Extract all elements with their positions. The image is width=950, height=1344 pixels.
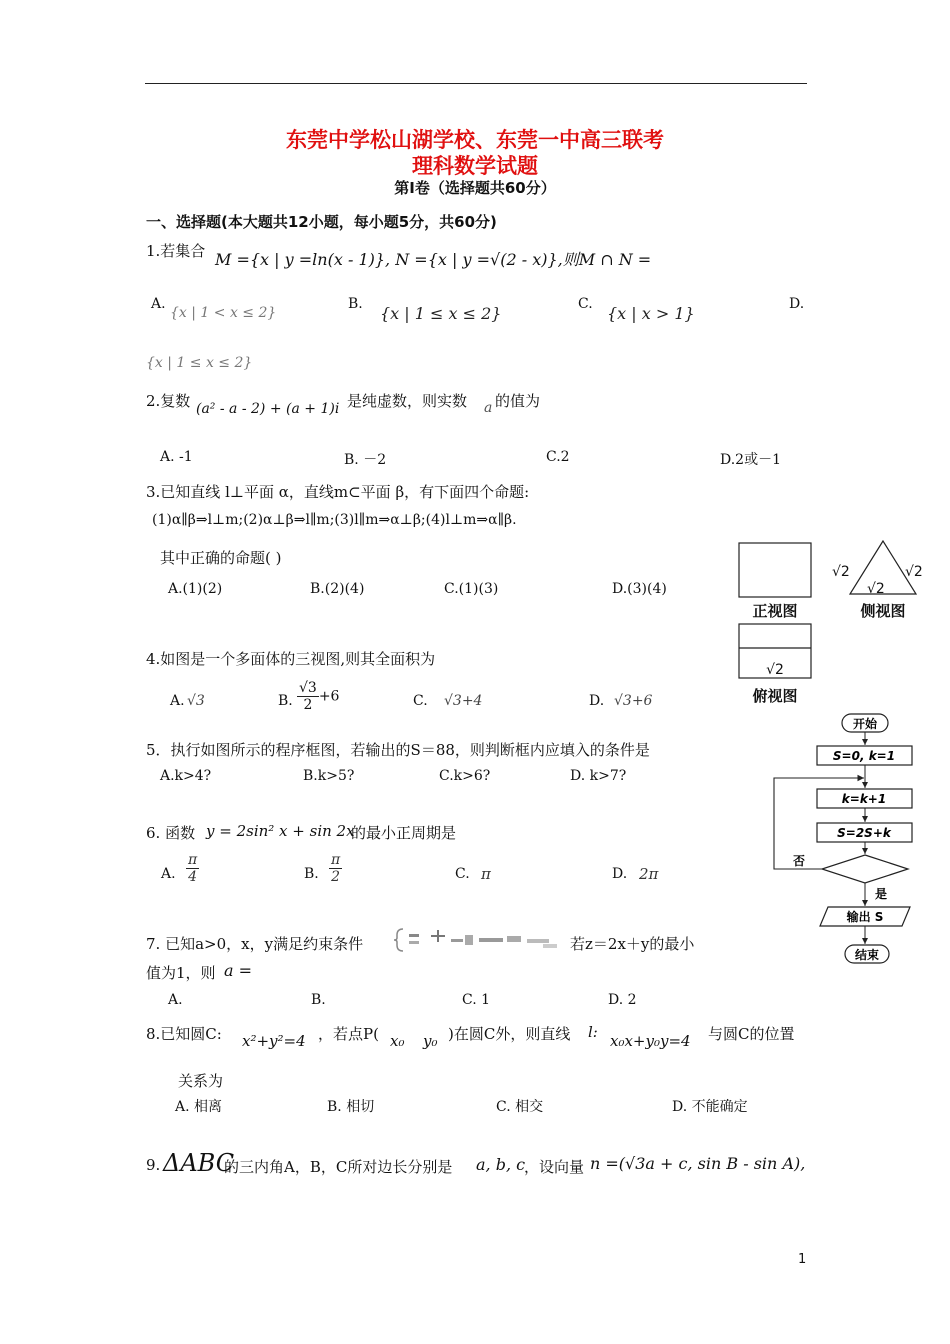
q4-option-c-label: C.	[413, 693, 428, 709]
q7-option-a: A.	[168, 992, 183, 1008]
q6-option-a-numerator: π	[188, 852, 198, 868]
flow-start-text: 开始	[852, 717, 878, 731]
q2-option-b: B. －2	[344, 452, 387, 468]
q2-prefix: 2.复数	[146, 392, 191, 410]
q6-option-b-label: B.	[304, 866, 319, 882]
q1-option-b: {x | 1 ≤ x ≤ 2}	[380, 304, 502, 323]
q8-circle-equation: x²+y²=4	[242, 1032, 306, 1050]
part-title: 第Ⅰ卷（选择题共60分）	[394, 179, 556, 197]
q6-option-c: π	[481, 865, 491, 883]
q4-option-d: √3+6	[614, 693, 653, 709]
q6-option-b-denominator: 2	[331, 869, 341, 886]
q1-option-d: {x | 1 ≤ x ≤ 2}	[146, 355, 253, 371]
q4-option-d-label: D.	[589, 693, 605, 709]
q8-suffix: 与圆C的位置	[708, 1025, 795, 1043]
q5-option-c: C.k>6?	[439, 768, 491, 784]
q2-option-a: A. -1	[160, 449, 193, 465]
q7-option-c: C. 1	[462, 992, 491, 1008]
q8-prefix: 8.已知圆C:	[146, 1025, 222, 1043]
q7-suffix: 若z＝2x＋y的最小	[570, 935, 695, 953]
q8-x0: x₀	[390, 1032, 405, 1050]
flow-step1-text: k=k+1	[841, 792, 887, 806]
q1-option-a-label: A.	[151, 296, 166, 312]
q1-formula: M ={x | y =ln(x - 1)}, N ={x | y =√(2 - x)},则M ∩ N =	[215, 250, 652, 269]
q8-option-d: D. 不能确定	[672, 1099, 748, 1115]
front-view-rect	[739, 543, 811, 597]
flowchart-figure	[770, 712, 920, 968]
q4-option-c: √3+4	[444, 693, 483, 709]
q1-prefix: 1.若集合	[146, 242, 206, 260]
q5-option-a: A.k>4?	[160, 768, 212, 784]
q3-option-d: D.(3)(4)	[612, 581, 667, 597]
flow-init-text: S=0, k=1	[832, 749, 896, 763]
exam-title: 东莞中学松山湖学校、东莞一中高三联考	[286, 128, 664, 152]
q9-prefix: 9.	[146, 1156, 161, 1174]
q2-variable: a	[484, 400, 493, 416]
q2-option-c: C.2	[546, 449, 570, 465]
q8-y0: y₀	[423, 1032, 438, 1050]
q6-option-c-label: C.	[455, 866, 470, 882]
top-view-sqrt2: √2	[766, 662, 784, 678]
q4-option-b-fraction	[297, 680, 319, 713]
q9-mid: ，设向量	[524, 1158, 585, 1176]
q2-suffix: 的值为	[495, 392, 541, 410]
q4-option-a-label: A.	[170, 693, 185, 709]
q6-formula: y = 2sin² x + sin 2x	[206, 822, 355, 840]
q8-line2: 关系为	[178, 1072, 224, 1090]
q8-mid1: ，若点P(	[318, 1025, 379, 1043]
q6-option-b	[329, 852, 342, 885]
q3-line2: (1)α∥β⇒l⊥m;(2)α⊥β⇒l∥m;(3)l∥m⇒α⊥β;(4)l⊥m⇒α∥β.	[152, 512, 517, 528]
q4-option-b-numerator: √3	[299, 680, 317, 696]
flow-no-label: 否	[793, 854, 806, 868]
q7-option-b: B.	[311, 992, 326, 1008]
q8-line-name: l:	[588, 1023, 598, 1041]
q6-option-a-denominator: 4	[188, 869, 198, 886]
three-view-figure	[730, 536, 930, 711]
q6-option-b-numerator: π	[331, 852, 341, 868]
q6-option-b-fraction	[329, 852, 342, 885]
q8-mid2: )在圆C外，则直线	[448, 1025, 571, 1043]
q7-variable: a =	[224, 961, 253, 980]
q7-constraint-image	[393, 926, 565, 954]
flow-output-text: 输出 S	[846, 910, 884, 924]
q6-option-a-label: A.	[161, 866, 176, 882]
q1-option-c-label: C.	[578, 296, 593, 312]
q3-option-c: C.(1)(3)	[444, 581, 499, 597]
q4-option-b	[297, 680, 339, 713]
flow-decision-shape	[822, 855, 908, 883]
q6-option-d-label: D.	[612, 866, 628, 882]
q2-middle: 是纯虚数，则实数	[347, 392, 468, 410]
q5-option-b: B.k>5?	[303, 768, 355, 784]
flow-end-text: 结束	[854, 948, 880, 962]
page-number: 1	[798, 1252, 807, 1267]
q8-option-c: C. 相交	[496, 1099, 544, 1115]
side-left-sqrt2: √2	[832, 564, 850, 580]
q4-option-b-denominator: 2	[303, 697, 313, 714]
q1-option-a: {x | 1 < x ≤ 2}	[170, 305, 277, 321]
q2-formula: (a² - a - 2) + (a + 1)i	[196, 401, 340, 417]
q4-option-b-label: B.	[278, 693, 293, 709]
q5-text: 5．执行如图所示的程序框图，若输出的S＝88，则判断框内应填入的条件是	[146, 741, 650, 759]
side-view-label: 侧视图	[860, 602, 906, 620]
q6-option-a-fraction	[186, 852, 199, 885]
q7-option-d: D. 2	[608, 992, 637, 1008]
q3-line3: 其中正确的命题( )	[160, 549, 282, 567]
q9-text: 的三内角A，B，C所对边长分别是	[224, 1158, 453, 1176]
q6-prefix: 6. 函数	[146, 824, 196, 842]
section-title: 一、选择题(本大题共12小题，每小题5分，共60分)	[146, 213, 497, 231]
side-right-sqrt2: √2	[905, 564, 923, 580]
q6-suffix: 的最小正周期是	[351, 824, 457, 842]
front-view-label: 正视图	[752, 602, 798, 620]
flow-yes-label: 是	[875, 887, 888, 901]
q7-prefix: 7. 已知a>0，x，y满足约束条件	[146, 935, 364, 953]
q8-option-a: A. 相离	[175, 1099, 223, 1115]
q4-option-a: √3	[187, 693, 205, 709]
q1-option-c: {x | x > 1}	[607, 304, 695, 323]
q3-option-b: B.(2)(4)	[310, 581, 365, 597]
q5-option-d: D. k>7?	[570, 768, 627, 784]
q2-option-d: D.2或－1	[720, 452, 781, 468]
q6-option-a	[186, 852, 199, 885]
flow-step2-text: S=2S+k	[837, 826, 891, 840]
side-base-sqrt2: √2	[867, 581, 885, 597]
q9-triangle: ΔABC	[163, 1149, 235, 1177]
q1-option-b-label: B.	[348, 296, 363, 312]
q8-line-equation: x₀x+y₀y=4	[610, 1032, 691, 1050]
q9-sides: a, b, c	[476, 1155, 526, 1174]
q3-option-a: A.(1)(2)	[168, 581, 223, 597]
q8-option-b: B. 相切	[327, 1099, 375, 1115]
top-view-label: 俯视图	[752, 687, 798, 705]
q3-line1: 3.已知直线 l⊥平面 α，直线m⊂平面 β，有下面四个命题:	[146, 483, 530, 501]
q7-line2-prefix: 值为1，则	[146, 964, 216, 982]
q9-vector: n =(√3a + c, sin B - sin A),	[590, 1154, 806, 1173]
q4-text: 4.如图是一个多面体的三视图,则其全面积为	[146, 650, 436, 668]
q4-option-b-tail: +6	[318, 688, 340, 705]
exam-subtitle: 理科数学试题	[412, 154, 538, 178]
q1-option-d-label: D.	[789, 296, 805, 312]
header-rule	[145, 83, 807, 84]
q6-option-d: 2π	[639, 865, 659, 883]
